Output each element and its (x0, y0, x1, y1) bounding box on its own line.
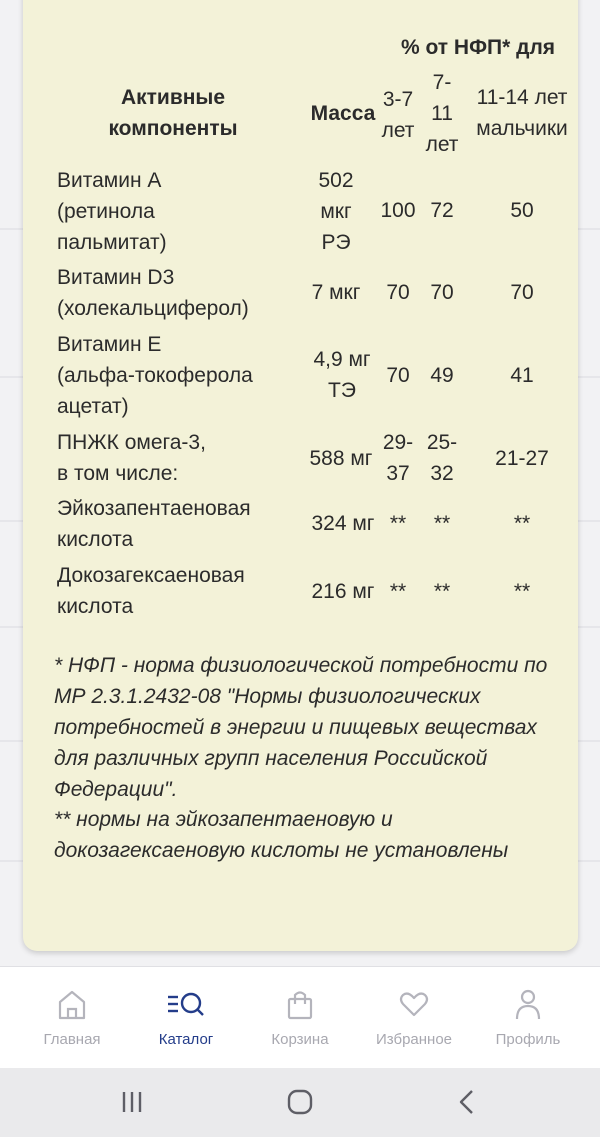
table-row-age2: ** (433, 512, 451, 535)
composition-popup-card (23, 0, 578, 951)
nav-profile[interactable] (468, 967, 588, 1069)
table-row-age1: 29- 37 (382, 431, 414, 485)
bottom-navigation-bar (0, 966, 600, 1069)
table-row-name: Эйкозапентаеновая кислота (57, 497, 251, 551)
nav-profile-label: Профиль (495, 1031, 561, 1048)
table-row-mass: 324 мг (311, 512, 375, 535)
table-row-name: Докозагексаеновая кислота (57, 564, 245, 618)
table-row-name: Витамин D3 (холекальциферол) (57, 266, 249, 320)
table-row-age3: 41 (510, 364, 534, 387)
heart-icon (398, 987, 430, 1021)
table-row-age2: 72 (430, 199, 454, 222)
nav-cart-label: Корзина (271, 1031, 329, 1048)
column-header-age-3-7: 3-7 лет (381, 88, 415, 142)
table-row-mass: 502 мкг РЭ (318, 169, 354, 254)
table-row-age3: 70 (510, 281, 534, 304)
table-row-age3: ** (513, 580, 531, 603)
table-row-age1: ** (389, 512, 407, 535)
table-row-age2: 49 (430, 364, 454, 387)
footnote-nfp: * НФП - норма физиологической потребности по МР 2.3.1.2432-08 "Нормы физиологических потребностей в энергии и пищевых веществах для различных групп населения Российской Федерации". (54, 654, 548, 801)
footnote-acids: ** нормы на эйкозапентаеновую и докозагексаеновую кислоты не установлены (54, 808, 509, 862)
table-row-age3: ** (513, 512, 531, 535)
table-row-name: ПНЖК омега-3, в том числе: (57, 431, 206, 485)
table-row-age1: 70 (386, 364, 410, 387)
table-row-mass: 216 мг (311, 580, 375, 603)
table-row-age1: ** (389, 580, 407, 603)
profile-icon (512, 987, 544, 1021)
nav-cart[interactable] (240, 967, 360, 1069)
table-row-age3: 50 (510, 199, 534, 222)
table-row-age2: 25- 32 (426, 431, 458, 485)
column-header-components: Активные компоненты (108, 86, 238, 140)
home-circle-icon[interactable] (280, 1086, 320, 1118)
catalog-search-icon (166, 987, 206, 1021)
nav-favorites-label: Избранное (375, 1031, 453, 1048)
table-row-name: Витамин А (ретинола пальмитат) (57, 169, 167, 254)
system-navigation-bar (0, 1068, 600, 1137)
nav-catalog[interactable] (126, 967, 246, 1069)
table-row-mass: 588 мг (309, 447, 373, 470)
back-chevron-icon[interactable] (448, 1086, 488, 1118)
cart-bag-icon (284, 987, 316, 1021)
table-row-age2: 70 (430, 281, 454, 304)
nav-catalog-label: Каталог (158, 1031, 214, 1048)
recent-apps-icon[interactable] (112, 1086, 152, 1118)
table-row-age1: 100 (380, 199, 416, 222)
nav-home-label: Главная (43, 1031, 101, 1048)
column-header-mass: Масса (310, 102, 376, 125)
home-icon (56, 987, 88, 1021)
table-row-mass: 7 мкг (311, 281, 361, 304)
table-row-age2: ** (433, 580, 451, 603)
nfp-group-header: % от НФП* для (401, 36, 556, 59)
table-row-name: Витамин Е (альфа-токоферола ацетат) (57, 333, 253, 418)
nav-home[interactable] (12, 967, 132, 1069)
column-header-age-7-11: 7- 11 лет (425, 71, 459, 156)
table-row-age3: 21-27 (495, 447, 549, 470)
nav-favorites[interactable] (354, 967, 474, 1069)
column-header-age-11-14: 11-14 лет мальчики (476, 86, 568, 140)
table-row-mass: 4,9 мг ТЭ (313, 348, 371, 402)
table-row-age1: 70 (386, 281, 410, 304)
